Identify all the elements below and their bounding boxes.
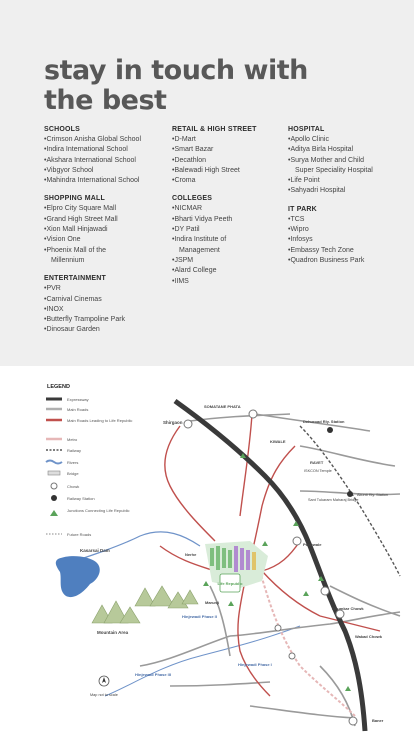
map-label: Bhumkar Chowk [332, 606, 364, 611]
list-item: • Vibgyor School [44, 166, 164, 176]
list-item: • Sahyadri Hospital [288, 186, 378, 196]
column-3 [288, 126, 378, 275]
column-2 [172, 126, 282, 296]
list-item: • Phoenix Mall of the Millennium [44, 246, 126, 267]
list-item: • Butterfly Trampoline Park [44, 315, 164, 325]
legend-label: Railway Station [67, 496, 95, 501]
section-hospital [288, 126, 378, 197]
map-label: Kasarsai Dam [80, 548, 110, 553]
section-entertainment [44, 275, 164, 335]
map-label: Marunji [205, 600, 220, 605]
list-item: • Apollo Clinic [288, 135, 378, 145]
north-arrow [99, 676, 109, 686]
section-shopping-mall [44, 195, 164, 266]
legend-label: Expressway [67, 397, 89, 402]
legend-label: Railway [67, 448, 82, 453]
list-item: • PVR [44, 284, 164, 294]
list-item: • Carnival Cinemas [44, 295, 164, 305]
map-label: RAVET [310, 460, 324, 465]
map-scale-note: Map not to scale [90, 693, 118, 697]
list-item: • Grand High Street Mall [44, 215, 164, 225]
list-item: • Decathlon [172, 156, 282, 166]
map-label: SOMATANE PHATA [204, 404, 241, 409]
legend-label: Rivers [67, 460, 79, 465]
legend [46, 384, 132, 537]
kasarsai-dam [56, 556, 100, 597]
map-label: Hinjewadi Phase III [135, 672, 172, 677]
map-label: Wakad Chowk [355, 634, 382, 639]
list-item: • Quadron Business Park [288, 256, 378, 266]
list-item: • D-Mart [172, 135, 282, 145]
map-label: KIWALE [270, 439, 286, 444]
section-schools [44, 126, 164, 186]
list-item: • Life Point [288, 176, 378, 186]
list-item: • Akshara International School [44, 156, 164, 166]
map-label: Dehuroad Rly. Station [303, 419, 345, 424]
legend-label: Future Roads [67, 532, 92, 537]
legend-label: Main Roads [67, 407, 89, 412]
section-title: HOSPITAL [288, 126, 325, 133]
legend-label: Chowk [67, 484, 80, 489]
section-retail [172, 126, 282, 186]
legend-label: Metro [67, 437, 78, 442]
map-svg [0, 366, 414, 736]
list-item: • Surya Mother and Child Super Speciality Hospital [288, 156, 378, 177]
life-republic-logo: Life Republic [217, 581, 243, 586]
list-item: • IIMS [172, 277, 282, 287]
section-it-park [288, 206, 378, 266]
legend-label: Main Roads Leading to Life Republic [67, 418, 133, 423]
list-item: • Xion Mall Hinjawadi [44, 225, 164, 235]
top-panel [0, 0, 414, 366]
list-item: • Infosys [288, 235, 378, 245]
list-item: • Alard College [172, 266, 282, 276]
map-label: Hinjewadi Phase I [238, 662, 272, 667]
list-item: • Vision One [44, 235, 164, 245]
list-item: • Elpro City Square Mall [44, 204, 164, 214]
section-title: IT PARK [288, 205, 317, 213]
map-label: Nerhe [185, 552, 197, 557]
list-item: • JSPM [172, 256, 282, 266]
list-item: • NICMAR [172, 204, 282, 214]
map-label: Mountain Area [97, 630, 129, 635]
life-republic-site [205, 541, 268, 592]
list-item: • Croma [172, 176, 282, 186]
list-item: • Crimson Anisha Global School [44, 135, 164, 145]
list-item: • Embassy Tech Zone [288, 246, 378, 256]
headline: stay in touch with the best [44, 55, 308, 116]
map-label: Baner [372, 718, 384, 723]
list-item: • Mahindra International School [44, 176, 164, 186]
section-title: SHOPPING MALL [44, 195, 105, 203]
map-label: Punawale [303, 542, 322, 547]
railway-station-icon [347, 491, 353, 497]
column-1 [44, 126, 164, 345]
list-item: • Indira Institute of Management [172, 235, 254, 256]
legend-title: LEGEND [47, 384, 70, 390]
section-title: SCHOOLS [44, 126, 81, 133]
map-label: Sant Tukaram Maharaj Bridge [308, 498, 359, 502]
list-item: • Dinosaur Garden [44, 325, 164, 335]
section-colleges [172, 195, 282, 286]
section-title: RETAIL & HIGH STREET [172, 126, 257, 133]
list-item: • Balewadi High Street [172, 166, 282, 176]
list-item: • Bharti Vidya Peeth [172, 215, 282, 225]
section-title: COLLEGES [172, 195, 213, 203]
list-item: • Indira International School [44, 145, 164, 155]
list-item: • Wipro [288, 225, 378, 235]
section-title: ENTERTAINMENT [44, 275, 106, 283]
map-label: Hinjewadi Phase II [182, 614, 217, 619]
list-item: • Smart Bazar [172, 145, 282, 155]
railway-station-icon [327, 427, 333, 433]
map-label: Shirgaon [163, 420, 183, 425]
legend-label: Junctions Connecting Life Republic [67, 508, 130, 513]
location-map [0, 366, 414, 736]
metro-line [260, 571, 355, 716]
expressway [175, 401, 365, 731]
map-label: ISKCON Temple [304, 469, 332, 473]
list-item: • DY Patil [172, 225, 282, 235]
legend-label: Bridge [67, 471, 79, 476]
list-item: • Aditya Birla Hospital [288, 145, 378, 155]
list-item: • TCS [288, 215, 378, 225]
map-label: Akurdi Rly. Station [357, 493, 388, 497]
list-item: • INOX [44, 305, 164, 315]
